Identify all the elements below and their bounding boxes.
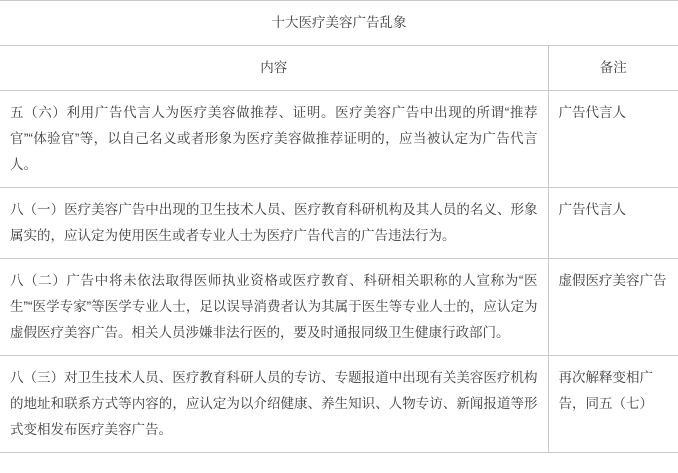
- row-content: 八（三）对卫生技术人员、医疗教育科研人员的专访、专题报道中出现有关美容医疗机构的地址和联系方式等内容的，应认定为以介绍健康、养生知识、人物专访、新闻报道等形式变相发布医疗美容广告。: [0, 356, 548, 453]
- table-title-row: [0, 1, 678, 46]
- table-row: [0, 91, 678, 188]
- row-content: 八（二）广告中将未依法取得医师执业资格或医疗教育、科研相关职称的人宣称为“医生”“医学专家”等医学专业人士，足以误导消费者认为其属于医生等专业人士的，应认定为虚假医疗美容广告。相关人员涉嫌非法行医的，要及时通报同级卫生健康行政部门。: [0, 259, 548, 356]
- row-note: 广告代言人: [548, 188, 678, 259]
- table-title: 十大医疗美容广告乱象: [0, 1, 678, 46]
- row-note: 虚假医疗美容广告: [548, 259, 678, 356]
- table-row: [0, 188, 678, 259]
- table-row: [0, 356, 678, 453]
- table-row: [0, 259, 678, 356]
- row-note: 再次解释变相广告，同五（七）: [548, 356, 678, 453]
- row-content: 五（六）利用广告代言人为医疗美容做推荐、证明。医疗美容广告中出现的所谓“推荐官”“体验官”等，以自己名义或者形象为医疗美容做推荐证明的，应当被认定为广告代言人。: [0, 91, 548, 188]
- row-note: 广告代言人: [548, 91, 678, 188]
- column-header-content: 内容: [0, 46, 548, 91]
- column-header-note: 备注: [548, 46, 678, 91]
- row-content: 八（一）医疗美容广告中出现的卫生技术人员、医疗教育科研机构及其人员的名义、形象属实的，应认定为使用医生或者专业人士为医疗广告代言的广告违法行为。: [0, 188, 548, 259]
- table-header-row: [0, 46, 678, 91]
